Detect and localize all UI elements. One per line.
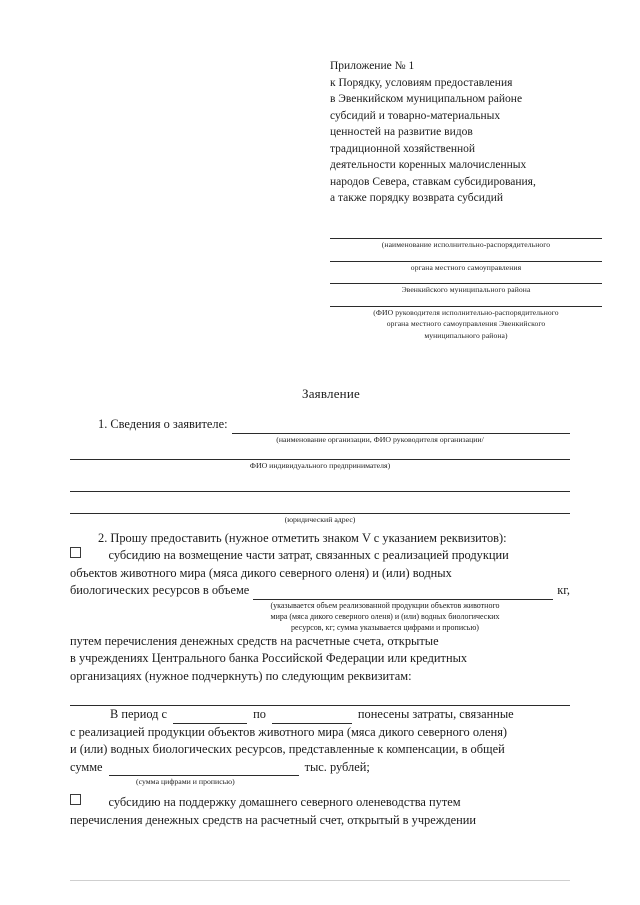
- amount-input-field[interactable]: [109, 764, 299, 776]
- appendix-line-2: к Порядку, условиям предоставления: [330, 76, 513, 89]
- volume-note-line-3: ресурсов, кг; сумма указывается цифрами и прописью): [291, 622, 479, 632]
- section1-heading: 1. Сведения о заявителе:: [98, 417, 228, 431]
- transfer-line-3: организациях (нужное подчеркнуть) по следующим реквизитам:: [70, 668, 412, 683]
- subsidy-option-1[interactable]: [70, 547, 570, 565]
- applicant-address-field-line-2[interactable]: [70, 499, 570, 514]
- appendix-line-3: в Эвенкийском муниципальном районе: [330, 93, 523, 105]
- applicant-name-field[interactable]: [232, 422, 570, 434]
- page-title: [0, 386, 640, 402]
- amount-caption: (сумма цифрами и прописью): [136, 777, 235, 786]
- subsidy-option-1-line-2: объектов животного мира (мяса дикого северного оленя) и (или) водных: [70, 565, 452, 580]
- page-title-text: Заявление: [302, 386, 360, 401]
- subsidy-option-2[interactable]: [70, 794, 570, 812]
- bank-details-field[interactable]: [70, 691, 570, 706]
- period-to-field[interactable]: [272, 712, 352, 724]
- volume-note-line-2: мира (мяса дикого северного оленя) и (или) водных биологических: [270, 611, 500, 621]
- document-body: [70, 416, 570, 829]
- period-from-field[interactable]: [173, 712, 247, 724]
- appendix-reference-block: [330, 58, 598, 207]
- transfer-line-1: путем перечисления денежных средств на расчетные счета, открытые: [70, 633, 439, 648]
- period-post: понесены затраты, связанные: [357, 707, 514, 721]
- addressee-block: [330, 238, 602, 341]
- subsidy-option-2-line-2: перечисления денежных средств на расчетный счет, открытый в учреждении: [70, 812, 477, 827]
- transfer-line-2: в учреждениях Центрального банка Российской Федерации или кредитных: [70, 651, 468, 665]
- volume-note-line-1: (указывается объем реализованной продукции объектов животного: [270, 600, 500, 610]
- section1-caption-ip: ФИО индивидуального предпринимателя): [249, 460, 391, 470]
- section2-heading: 2. Прошу предоставить (нужное отметить знаком V с указанием реквизитов):: [98, 530, 507, 545]
- applicant-address-field-line-1[interactable]: [70, 477, 570, 492]
- section1-caption-address: (юридический адрес): [284, 514, 356, 524]
- subsidy-option-2-line-1: субсидию на поддержку домашнего северного оленеводства путем: [108, 795, 461, 809]
- appendix-line-6: традиционной хозяйственной: [330, 142, 476, 155]
- appendix-line-7: деятельности коренных малочисленных: [330, 159, 527, 171]
- subsidy-option-1-line-3-pre: биологических ресурсов в объеме: [70, 583, 250, 597]
- subsidy-option-1-line-3-post: кг,: [557, 583, 570, 597]
- volume-input-field[interactable]: [253, 588, 553, 600]
- period-mid: по: [253, 707, 266, 721]
- checkbox-subsidy-reindeer-husbandry[interactable]: [70, 794, 81, 805]
- addressee-caption-4-line-3: муниципального района): [424, 330, 508, 340]
- addressee-caption-1: (наименование исполнительно-распорядительного: [381, 240, 551, 249]
- appendix-line-8: народов Севера, ставкам субсидирования,: [330, 175, 536, 188]
- period-line-3: и (или) водных биологических ресурсов, представленные к компенсации, в общей: [70, 742, 505, 756]
- section1-caption-org: (наименование организации, ФИО руководителя организации/: [276, 434, 484, 444]
- checkbox-subsidy-cost-reimbursement[interactable]: [70, 547, 81, 558]
- appendix-line-9: а также порядку возврата субсидий: [330, 192, 504, 204]
- appendix-line-1: Приложение № 1: [330, 60, 415, 72]
- amount-pre: сумме: [70, 759, 103, 774]
- addressee-caption-3: Эвенкийского муниципального района: [401, 285, 531, 294]
- addressee-caption-4-line-1: (ФИО руководителя исполнительно-распорядительного: [373, 307, 559, 317]
- section1-heading-row: [70, 416, 570, 434]
- amount-post: тыс. рублей;: [304, 759, 370, 774]
- period-row: [70, 706, 570, 724]
- period-pre: В период с: [110, 707, 168, 721]
- page-bottom-divider: [70, 880, 570, 881]
- subsidy-option-1-line-1: субсидию на возмещение части затрат, связанных с реализацией продукции: [108, 548, 509, 562]
- period-line-2: с реализацией продукции объектов животного мира (мяса дикого северного оленя): [70, 724, 508, 739]
- appendix-line-5: ценностей на развитие видов: [330, 126, 473, 138]
- amount-row: [70, 759, 570, 777]
- volume-row: [70, 582, 570, 600]
- applicant-name-field-line-2[interactable]: [70, 445, 570, 460]
- addressee-caption-2: органа местного самоуправления: [410, 262, 522, 272]
- appendix-line-4: субсидий и товарно-материальных: [330, 109, 501, 122]
- volume-note: [220, 600, 550, 633]
- addressee-caption-4-line-2: органа местного самоуправления Эвенкийского: [386, 319, 546, 328]
